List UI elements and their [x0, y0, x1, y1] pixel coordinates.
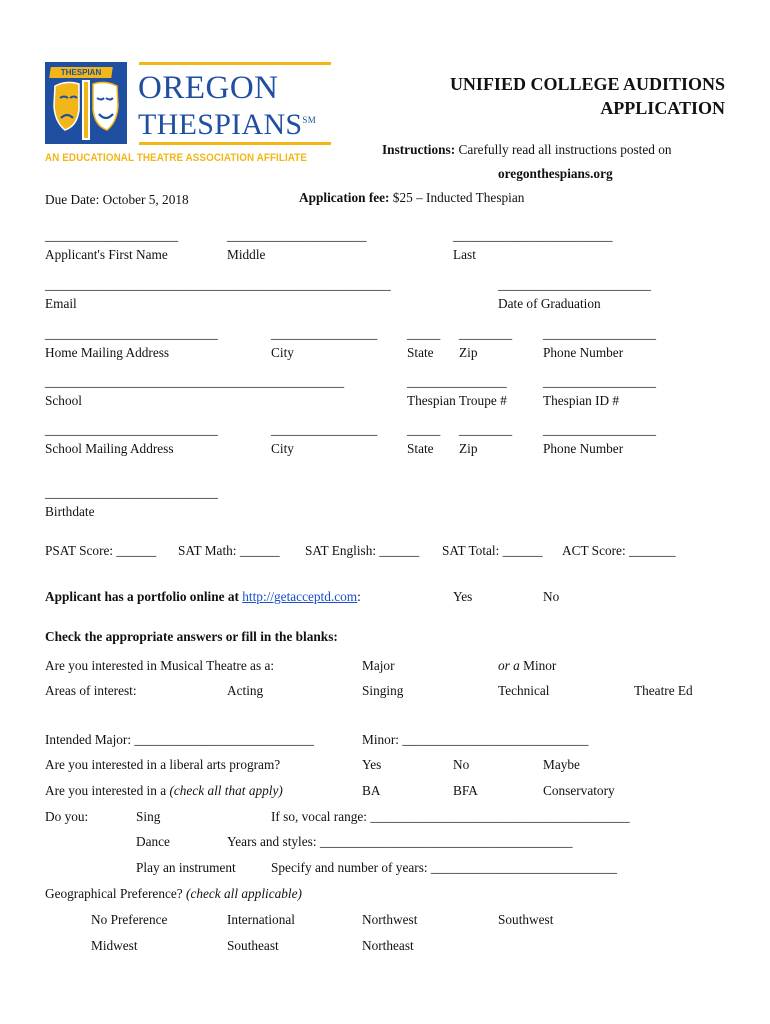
email-label: Email [45, 296, 77, 311]
troupe-label: Thespian Troupe # [407, 393, 507, 408]
sat-math-field[interactable]: SAT Math: ______ [178, 543, 280, 558]
singing-option[interactable]: Singing [362, 683, 404, 698]
graduation-date-label: Date of Graduation [498, 296, 601, 311]
home-phone-field[interactable]: _________________ [543, 326, 657, 341]
logo-banner: THESPIAN [49, 67, 113, 78]
sat-english-field[interactable]: SAT English: ______ [305, 543, 420, 558]
musical-theatre-question: Are you interested in Musical Theatre as a: [45, 658, 275, 673]
instrument-years-field[interactable]: Specify and number of years: ____________________________ [271, 860, 618, 875]
portfolio-link[interactable]: http://getacceptd.com [242, 589, 358, 604]
logo-rule-bottom [139, 142, 331, 145]
liberal-arts-no-option[interactable]: No [453, 757, 470, 772]
school-phone-label: Phone Number [543, 441, 624, 456]
first-name-field[interactable]: ____________________ [45, 228, 178, 243]
middle-name-field[interactable]: _____________________ [227, 228, 367, 243]
graduation-date-field[interactable]: _______________________ [498, 277, 651, 292]
acting-option[interactable]: Acting [227, 683, 264, 698]
school-city-label: City [271, 441, 294, 456]
areas-of-interest-label: Areas of interest: [45, 683, 137, 698]
school-state-field[interactable]: _____ [407, 422, 441, 437]
school-field[interactable]: _____________________________________________ [45, 374, 345, 389]
portfolio-no-option[interactable]: No [543, 589, 560, 604]
school-state-label: State [407, 441, 434, 456]
first-name-label: Applicant's First Name [45, 247, 168, 262]
questions-heading: Check the appropriate answers or fill in the blanks: [45, 629, 338, 644]
geographic-preference-question: Geographical Preference? (check all applicable) [45, 886, 302, 901]
conservatory-option[interactable]: Conservatory [543, 783, 615, 798]
do-you-label: Do you: [45, 809, 89, 824]
vocal-range-field[interactable]: If so, vocal range: _______________________________________ [271, 809, 630, 824]
home-zip-label: Zip [459, 345, 478, 360]
home-address-field[interactable]: __________________________ [45, 326, 218, 341]
musical-minor-option[interactable]: or a Minor [498, 658, 557, 673]
instructions: Instructions: Carefully read all instructions posted on [382, 142, 672, 157]
logo-tagline: AN EDUCATIONAL THEATRE ASSOCIATION AFFILIATE [45, 152, 308, 164]
home-state-field[interactable]: _____ [407, 326, 441, 341]
liberal-arts-maybe-option[interactable]: Maybe [543, 757, 580, 772]
application-fee: Application fee: $25 – Inducted Thespian [299, 190, 525, 205]
sing-option[interactable]: Sing [136, 809, 161, 824]
last-name-label: Last [453, 247, 476, 262]
instructions-site: oregonthespians.org [498, 166, 613, 181]
home-city-label: City [271, 345, 294, 360]
instrument-option[interactable]: Play an instrument [136, 860, 236, 875]
middle-name-label: Middle [227, 247, 266, 262]
northwest-option[interactable]: Northwest [362, 912, 418, 927]
liberal-arts-yes-option[interactable]: Yes [362, 757, 382, 772]
school-zip-field[interactable]: ________ [459, 422, 513, 437]
troupe-field[interactable]: _______________ [407, 374, 507, 389]
sat-total-field[interactable]: SAT Total: ______ [442, 543, 543, 558]
theatre-masks-icon [47, 76, 125, 144]
home-city-field[interactable]: ________________ [271, 326, 378, 341]
home-zip-field[interactable]: ________ [459, 326, 513, 341]
birthdate-label: Birthdate [45, 504, 95, 519]
degree-type-question: Are you interested in a (check all that apply) [45, 783, 283, 798]
no-preference-option[interactable]: No Preference [91, 912, 168, 927]
southwest-option[interactable]: Southwest [498, 912, 554, 927]
birthdate-field[interactable]: __________________________ [45, 485, 218, 500]
minor-field[interactable]: Minor: ____________________________ [362, 732, 589, 747]
home-state-label: State [407, 345, 434, 360]
theatre-ed-option[interactable]: Theatre Ed [634, 683, 693, 698]
email-field[interactable]: ____________________________________________________ [45, 277, 391, 292]
thespian-id-label: Thespian ID # [543, 393, 620, 408]
home-address-label: Home Mailing Address [45, 345, 170, 360]
logo-thespians: THESPIANS℠ [138, 108, 316, 141]
act-score-field[interactable]: ACT Score: _______ [562, 543, 676, 558]
school-zip-label: Zip [459, 441, 478, 456]
ba-option[interactable]: BA [362, 783, 381, 798]
musical-major-option[interactable]: Major [362, 658, 395, 673]
intended-major-field[interactable]: Intended Major: ___________________________ [45, 732, 314, 747]
school-phone-field[interactable]: _________________ [543, 422, 657, 437]
school-label: School [45, 393, 82, 408]
northeast-option[interactable]: Northeast [362, 938, 414, 953]
bfa-option[interactable]: BFA [453, 783, 478, 798]
midwest-option[interactable]: Midwest [91, 938, 138, 953]
form-title: UNIFIED COLLEGE AUDITIONS APPLICATION [449, 74, 725, 118]
school-address-field[interactable]: __________________________ [45, 422, 218, 437]
southeast-option[interactable]: Southeast [227, 938, 279, 953]
logo-rule-top [139, 62, 331, 65]
psat-score-field[interactable]: PSAT Score: ______ [45, 543, 157, 558]
international-option[interactable]: International [227, 912, 295, 927]
thespian-id-field[interactable]: _________________ [543, 374, 657, 389]
last-name-field[interactable]: ________________________ [453, 228, 613, 243]
home-phone-label: Phone Number [543, 345, 624, 360]
technical-option[interactable]: Technical [498, 683, 550, 698]
dance-years-styles-field[interactable]: Years and styles: ______________________________________ [227, 834, 573, 849]
due-date: Due Date: October 5, 2018 [45, 192, 189, 207]
school-city-field[interactable]: ________________ [271, 422, 378, 437]
school-address-label: School Mailing Address [45, 441, 174, 456]
liberal-arts-question: Are you interested in a liberal arts program? [45, 757, 281, 772]
portfolio-yes-option[interactable]: Yes [453, 589, 473, 604]
logo-oregon: OREGON [138, 70, 279, 106]
dance-option[interactable]: Dance [136, 834, 170, 849]
portfolio-question: Applicant has a portfolio online at http://getacceptd.com: [45, 589, 361, 604]
